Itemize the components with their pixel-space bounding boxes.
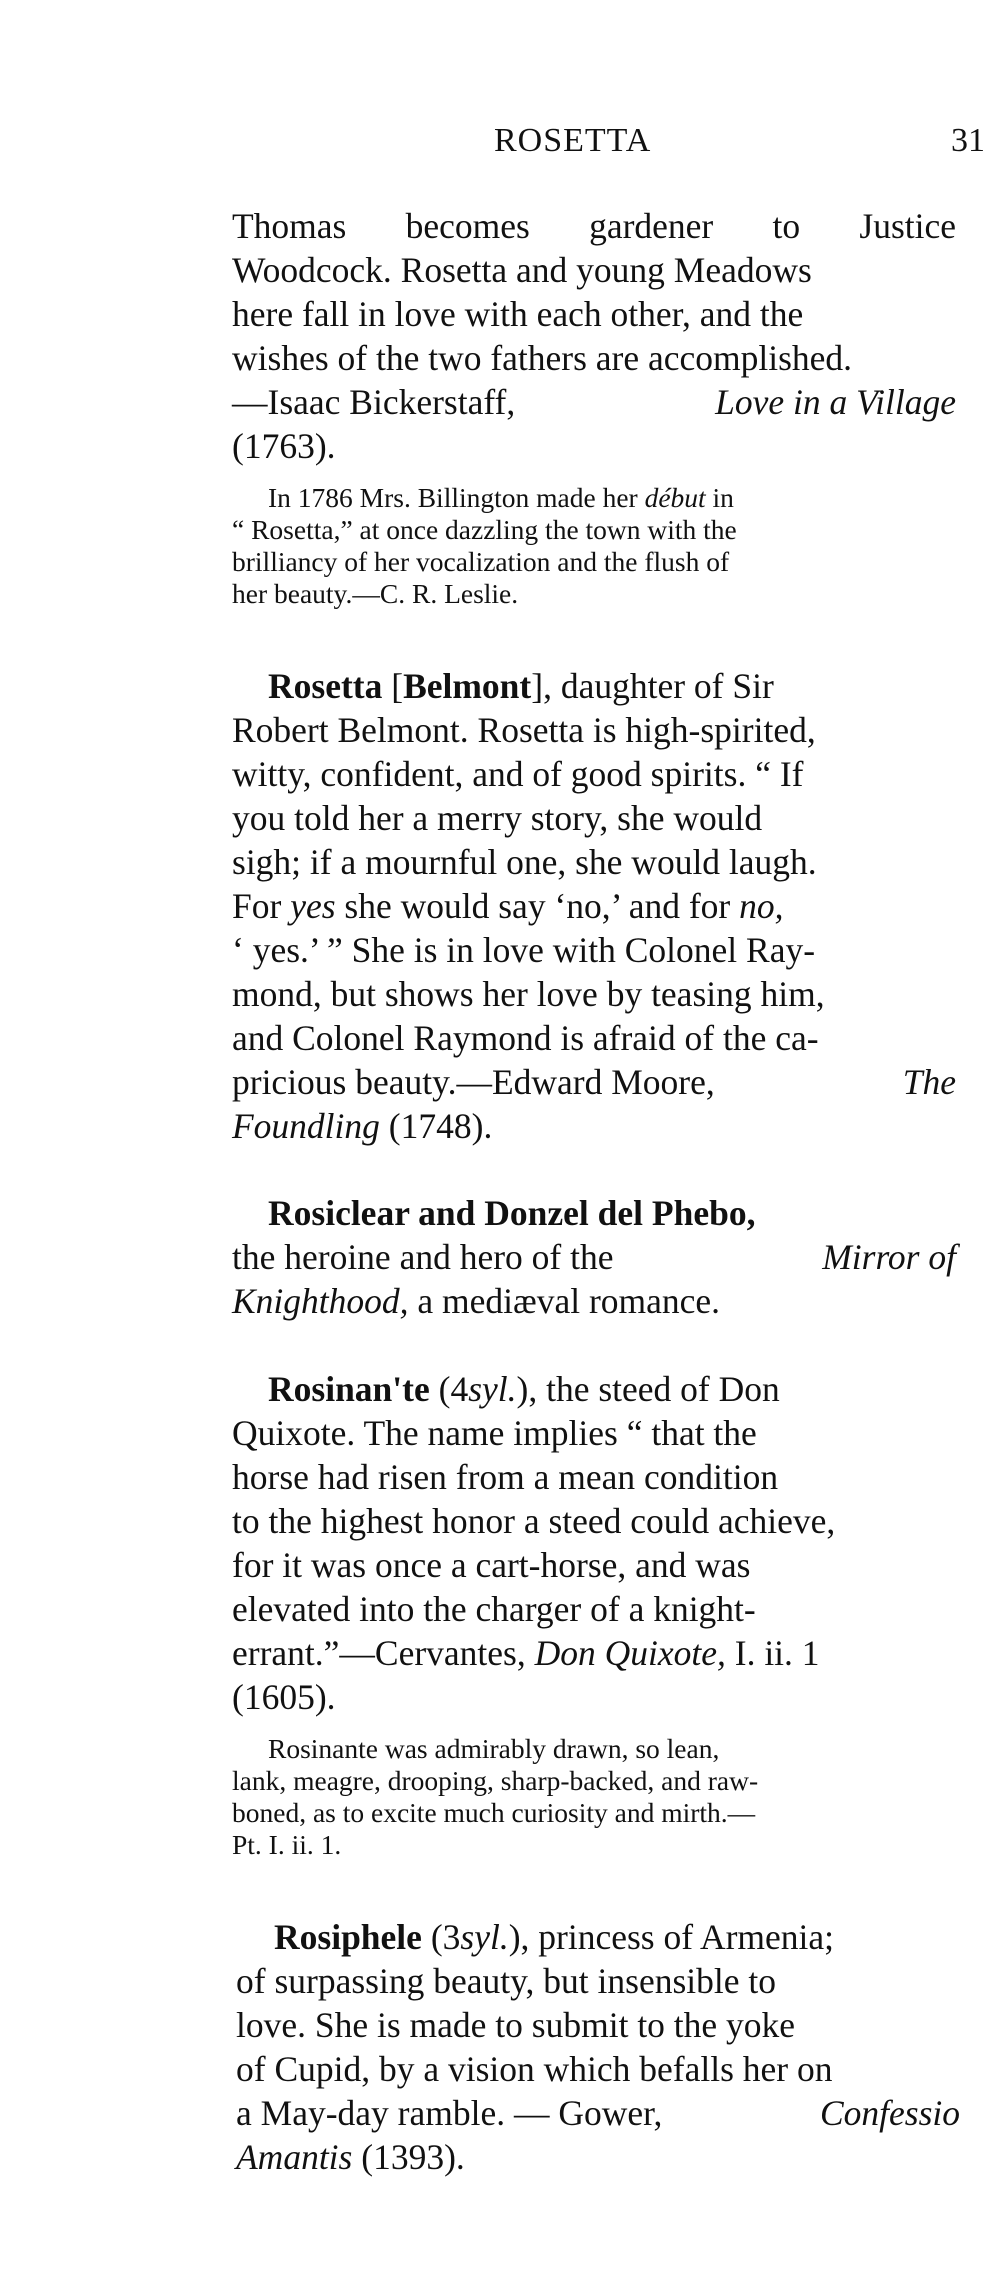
italic-word: syl. xyxy=(460,1917,509,1957)
word: Justice xyxy=(859,206,956,246)
text-line: sigh; if a mournful one, she would laugh. xyxy=(232,842,817,882)
text-line: of surpassing beauty, but insensible to xyxy=(236,1961,776,2001)
italic-word: no, xyxy=(739,886,784,926)
text-line: of Cupid, by a vision which befalls her on xyxy=(236,2049,833,2089)
text-segment: in xyxy=(712,482,734,513)
text-line: horse had risen from a mean condition xyxy=(232,1457,779,1497)
work-title: Foundling xyxy=(232,1106,380,1146)
text-line xyxy=(236,2136,465,2179)
text-line xyxy=(268,665,774,708)
quote-line xyxy=(268,482,734,513)
work-title: Knighthood, xyxy=(232,1281,409,1321)
italic-word: syl. xyxy=(468,1369,517,1409)
headword: Rosiclear and Donzel del Phebo, xyxy=(268,1193,756,1233)
text-segment: pricious beauty.—Edward Moore, xyxy=(232,1062,715,1102)
work-title: Mirror of xyxy=(822,1237,956,1277)
text-line: Robert Belmont. Rosetta is high-spirited, xyxy=(232,710,816,750)
text-line: to the highest honor a steed could achieve, xyxy=(232,1501,836,1541)
text-line: for it was once a cart-horse, and was xyxy=(232,1545,751,1585)
word: to xyxy=(772,206,801,246)
quote-line: Pt. I. ii. 1. xyxy=(232,1829,342,1860)
quote-line: her beauty.—C. R. Leslie. xyxy=(232,578,519,609)
quote-line: lank, meagre, drooping, sharp-backed, and raw- xyxy=(232,1765,759,1796)
text-segment: In 1786 Mrs. Billington made her xyxy=(268,482,638,513)
text-segment: (3 xyxy=(430,1917,461,1957)
text-line xyxy=(232,885,783,928)
text-line: and Colonel Raymond is afraid of the ca- xyxy=(232,1018,819,1058)
text-segment: (4 xyxy=(438,1369,469,1409)
text-line xyxy=(232,1105,492,1148)
headword: Rosetta xyxy=(268,666,383,706)
text-line xyxy=(232,205,956,248)
word: gardener xyxy=(589,206,714,246)
text-line: ‘ yes.’ ” She is in love with Colonel Ray- xyxy=(232,930,816,970)
work-title: Don Quixote, xyxy=(534,1633,726,1673)
page-number: 31 xyxy=(951,122,985,159)
text-segment: I. ii. 1 xyxy=(734,1633,820,1673)
running-title: ROSETTA xyxy=(494,122,652,159)
text-line: wishes of the two fathers are accomplished. xyxy=(232,338,853,378)
text-line xyxy=(232,1632,820,1675)
text-segment: (1393). xyxy=(361,2137,465,2177)
text-line: you told her a merry story, she would xyxy=(232,798,763,838)
work-title: Confessio xyxy=(819,2093,960,2133)
headword: Rosinan'te xyxy=(268,1369,430,1409)
text-line xyxy=(232,1236,956,1279)
text-line xyxy=(268,1192,755,1235)
text-segment: —Isaac Bickerstaff, xyxy=(232,382,516,422)
text-segment: a May-day ramble. — Gower, xyxy=(236,2093,663,2133)
text-line: Woodcock. Rosetta and young Meadows xyxy=(232,250,812,290)
quote-line: “ Rosetta,” at once dazzling the town with the xyxy=(232,514,737,545)
text-line: here fall in love with each other, and the xyxy=(232,294,804,334)
text-line: (1763). xyxy=(232,426,336,466)
text-segment: she would say ‘no,’ and for xyxy=(344,886,731,926)
text-line xyxy=(232,381,956,424)
word: becomes xyxy=(405,206,530,246)
text-segment: ), the steed of Don xyxy=(516,1369,780,1409)
quote-line: Rosinante was admirably drawn, so lean, xyxy=(268,1733,720,1764)
text-line xyxy=(236,2092,960,2135)
headword: Rosiphele xyxy=(274,1917,422,1957)
italic-word: début xyxy=(644,482,706,513)
text-line: Quixote. The name implies “ that the xyxy=(232,1413,757,1453)
work-title: Love in a Village xyxy=(715,382,956,422)
text-segment: the heroine and hero of the xyxy=(232,1237,614,1277)
text-segment: For xyxy=(232,886,282,926)
text-segment: , daughter of Sir xyxy=(543,666,774,706)
text-line: love. She is made to submit to the yoke xyxy=(236,2005,796,2045)
text-line xyxy=(232,1061,956,1104)
quote-line: brilliancy of her vocalization and the flush of xyxy=(232,546,730,577)
text-segment: (1748). xyxy=(388,1106,493,1146)
text-line: witty, confident, and of good spirits. “ If xyxy=(232,754,804,794)
text-line: (1605). xyxy=(232,1677,336,1717)
text-line xyxy=(274,1916,834,1959)
italic-word: yes xyxy=(290,886,336,926)
text-line: elevated into the charger of a knight- xyxy=(232,1589,756,1629)
text-line: mond, but shows her love by teasing him, xyxy=(232,974,825,1014)
bracket-open: [ xyxy=(391,666,404,706)
text-segment: a mediæval romance. xyxy=(417,1281,721,1321)
quote-line: boned, as to excite much curiosity and mirth.— xyxy=(232,1797,756,1828)
word: Thomas xyxy=(232,206,347,246)
bracket-close: ] xyxy=(531,666,544,706)
text-segment: errant.”—Cervantes, xyxy=(232,1633,526,1673)
headword-bracket-name: Belmont xyxy=(403,666,532,706)
work-title: The xyxy=(902,1062,956,1102)
work-title: Amantis xyxy=(236,2137,353,2177)
text-line xyxy=(268,1368,780,1411)
text-segment: ), princess of Armenia; xyxy=(508,1917,835,1957)
text-line xyxy=(232,1280,720,1323)
